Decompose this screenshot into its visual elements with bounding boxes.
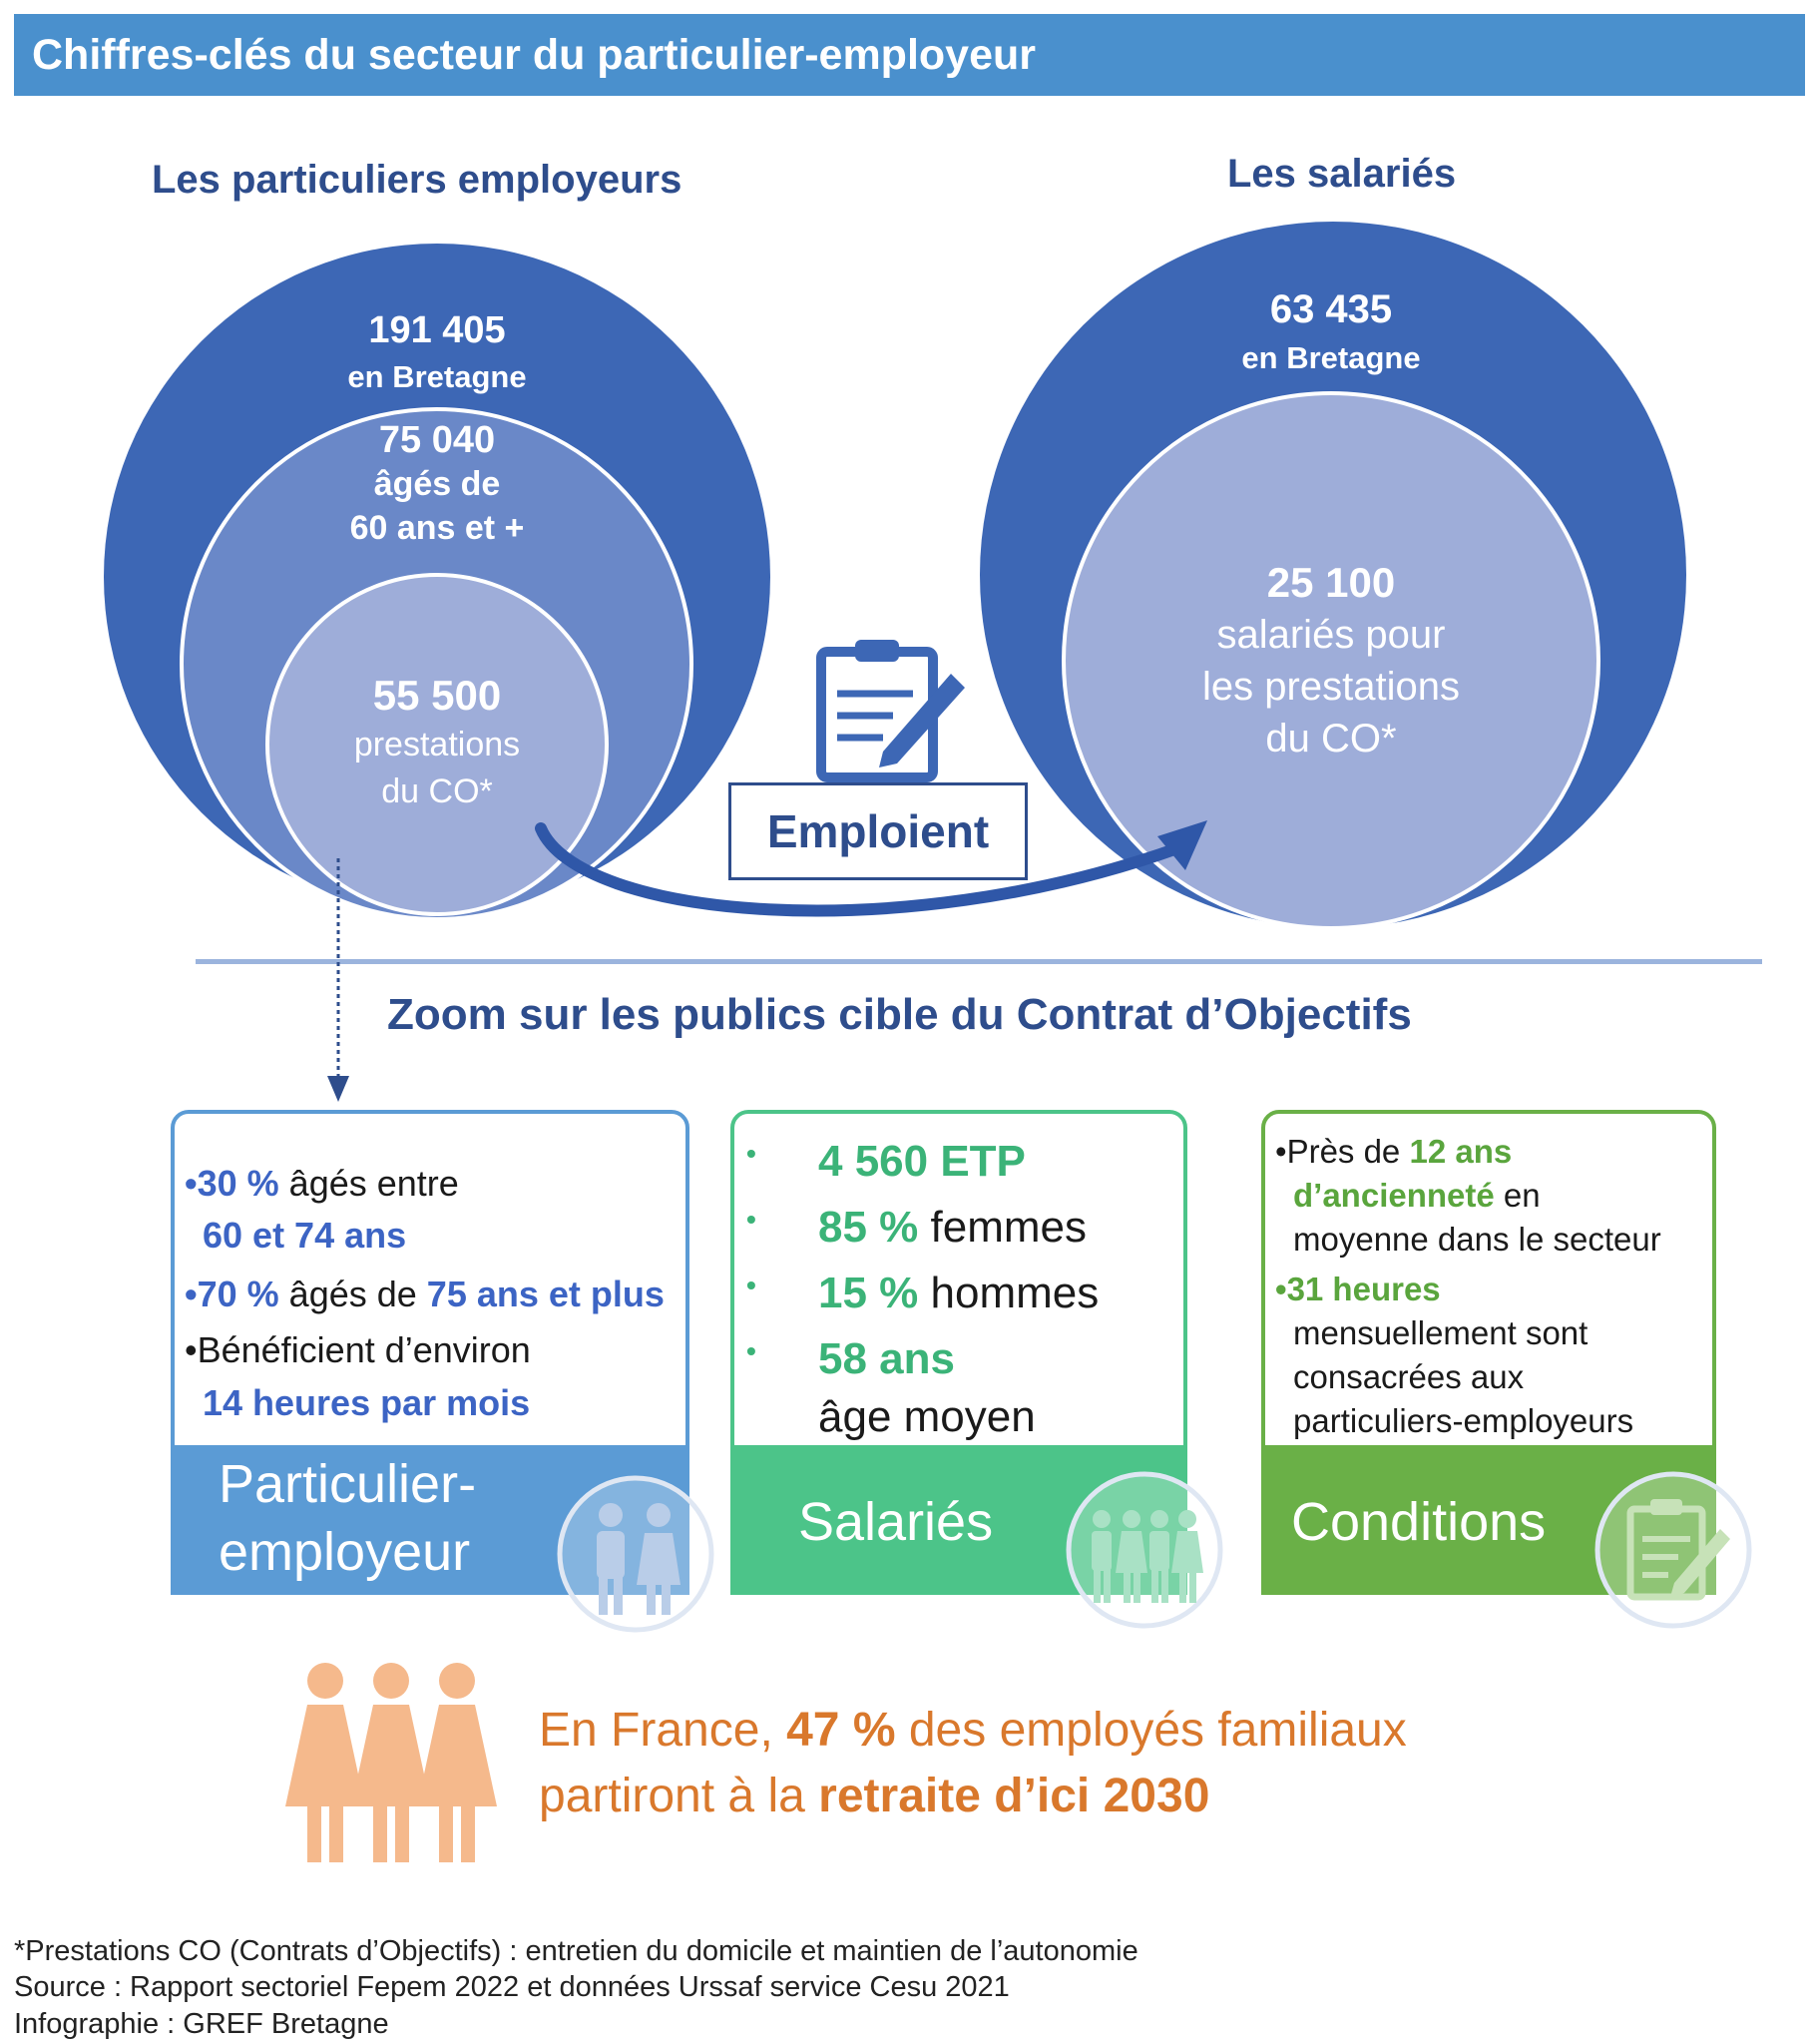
employers-middle-label-2: 60 ans et +	[349, 509, 525, 547]
employer-footer-line2: employeur	[219, 1522, 471, 1582]
section-divider	[196, 959, 1762, 964]
employer-bullet-3-line2: 14 heures par mois	[203, 1382, 531, 1423]
employers-inner-value: 55 500	[372, 672, 502, 719]
employer-bullet-2: •70 % âgés de 75 ans et plus	[185, 1274, 665, 1314]
clipboard-icon	[813, 634, 973, 783]
retirement-line-2: partiront à la retraite d’ici 2030	[539, 1770, 1210, 1822]
couple-icon	[555, 1473, 716, 1635]
salaries-bullet-dot-3: •	[746, 1270, 756, 1300]
zoom-title: Zoom sur les publics cible du Contrat d’Objectifs	[387, 990, 1412, 1039]
employers-middle-label-1: âgés de	[373, 465, 501, 503]
salaries-bullet-2: 85 % femmes	[818, 1203, 1087, 1252]
conditions-bullet-1-line2: d’ancienneté en	[1293, 1177, 1541, 1214]
employer-bullet-1: •30 % âgés entre	[185, 1163, 459, 1204]
employees-outer-label: en Bretagne	[1241, 340, 1421, 375]
employers-title: Les particuliers employeurs	[152, 158, 682, 202]
employer-footer-line1: Particulier-	[219, 1454, 477, 1514]
retirement-line-1: En France, 47 % des employés familiaux	[539, 1704, 1407, 1757]
employers-inner-label-2: du CO*	[381, 772, 493, 810]
employees-inner-label-2: les prestations	[1202, 665, 1460, 709]
employees-outer-value: 63 435	[1269, 287, 1393, 331]
employers-inner-label-1: prestations	[353, 726, 521, 764]
footnote-line-3: Infographie : GREF Bretagne	[14, 2007, 389, 2040]
header-bar	[14, 14, 1805, 96]
footnote	[14, 1933, 1138, 2042]
clipboard-small-icon	[1592, 1469, 1754, 1631]
group-icon	[1064, 1469, 1225, 1631]
salaries-bullet-1: 4 560 ETP	[818, 1137, 1026, 1186]
conditions-bullet-1: •Près de 12 ans	[1275, 1133, 1513, 1170]
employer-bullet-1-line2: 60 et 74 ans	[203, 1215, 407, 1256]
employers-outer-label: en Bretagne	[347, 359, 527, 394]
page-title: Chiffres-clés du secteur du particulier-employeur	[32, 31, 1036, 79]
salaries-bullet-4-line2: âge moyen	[818, 1392, 1036, 1441]
conditions-bullet-2: •31 heures	[1275, 1271, 1441, 1307]
salaries-bullet-4: 58 ans	[818, 1334, 955, 1383]
salaries-bullet-dot-2: •	[746, 1204, 756, 1235]
emploient-box	[728, 782, 1028, 880]
employer-card	[171, 1110, 689, 1449]
employees-inner-label-1: salariés pour	[1216, 613, 1446, 657]
employers-middle-value: 75 040	[378, 419, 496, 461]
salaries-bullet-dot-1: •	[746, 1138, 756, 1169]
conditions-bullet-2-line2: mensuellement sont	[1293, 1314, 1589, 1351]
salaries-footer-label: Salariés	[798, 1492, 994, 1552]
conditions-footer-label: Conditions	[1291, 1492, 1547, 1552]
conditions-bullet-2-line4: particuliers-employeurs	[1293, 1402, 1634, 1439]
employees-inner-value: 25 100	[1266, 559, 1396, 606]
women-group-icon	[281, 1657, 501, 1866]
conditions-bullet-1-line3: moyenne dans le secteur	[1293, 1221, 1661, 1258]
footnote-line-1: *Prestations CO (Contrats d’Objectifs) : entretien du domicile et maintien de l’autonomie	[14, 1935, 1138, 1967]
dotted-arrow-icon	[323, 858, 353, 1108]
employers-outer-value: 191 405	[368, 309, 506, 351]
conditions-card	[1261, 1110, 1716, 1449]
salaries-bullet-dot-4: •	[746, 1335, 756, 1366]
salaries-card	[730, 1110, 1187, 1449]
footnote-line-2: Source : Rapport sectoriel Fepem 2022 et données Urssaf service Cesu 2021	[14, 1971, 1010, 2004]
employees-title: Les salariés	[1227, 152, 1457, 196]
employer-bullet-3: •Bénéficient d’environ	[185, 1329, 531, 1370]
salaries-bullet-3: 15 % hommes	[818, 1269, 1100, 1317]
conditions-bullet-2-line3: consacrées aux	[1293, 1358, 1525, 1395]
employees-inner-label-3: du CO*	[1265, 717, 1397, 761]
emploient-label: Emploient	[766, 805, 990, 857]
